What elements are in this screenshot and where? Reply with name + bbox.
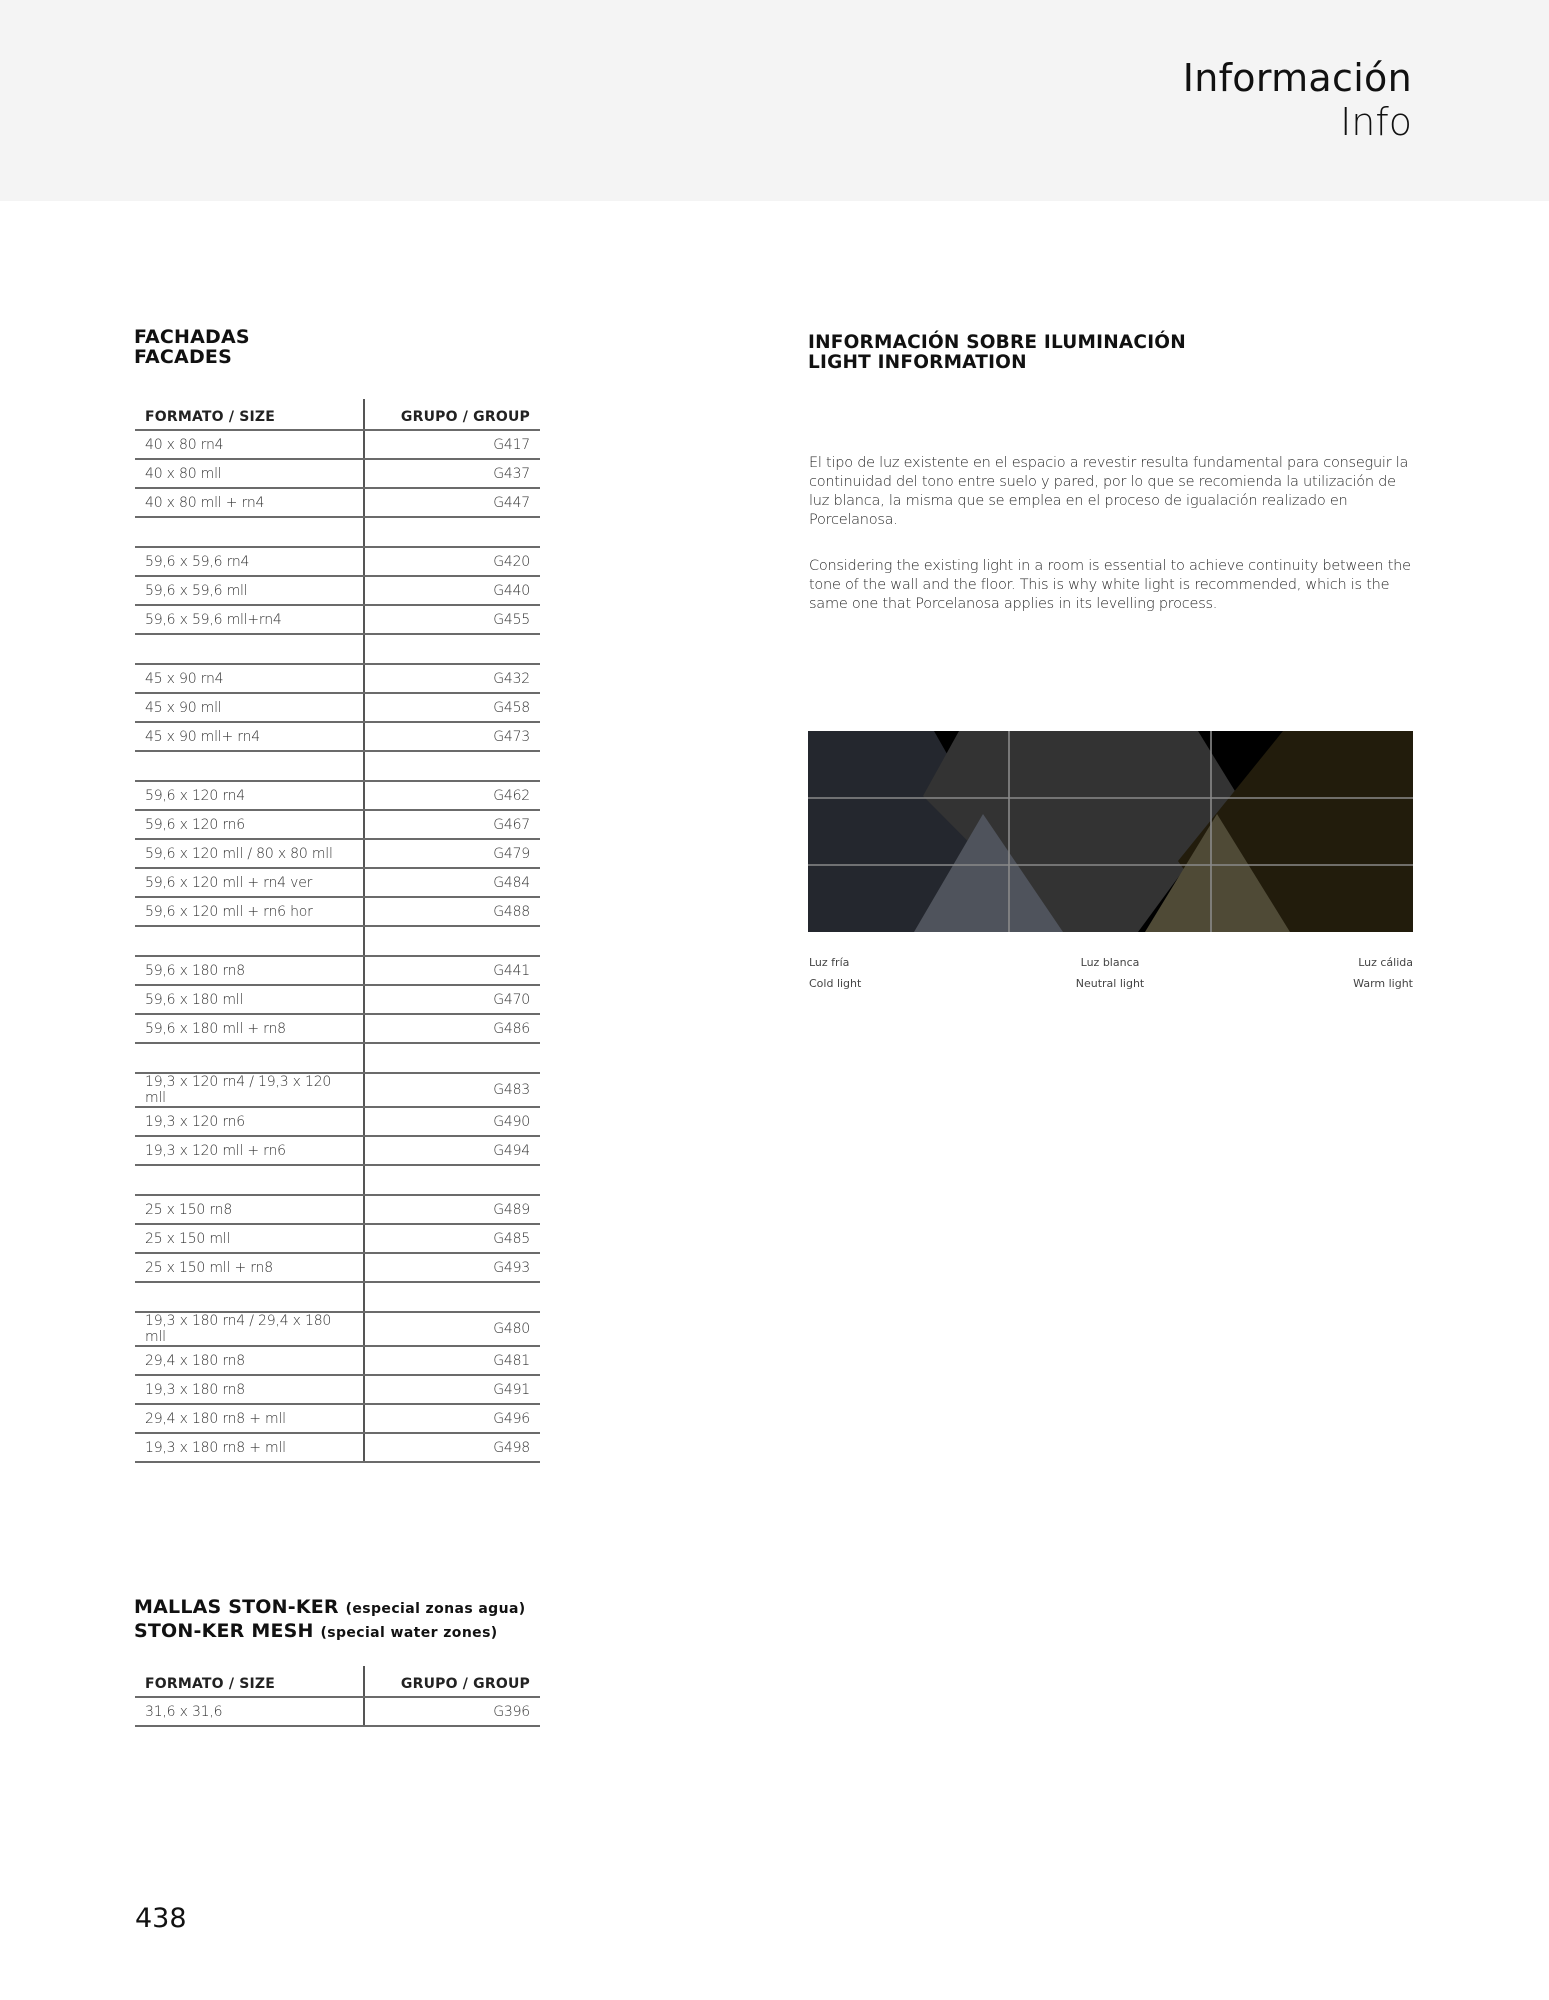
cell-group: G491 (364, 1375, 540, 1404)
cell-group: G396 (364, 1697, 540, 1726)
caption-cold (809, 956, 861, 991)
lighting-heading (808, 333, 1186, 373)
cell-group: G493 (364, 1253, 540, 1282)
cell-size: 40 x 80 mll + rn4 (135, 488, 364, 517)
facades-table-body (135, 430, 540, 1462)
table-row (135, 693, 540, 722)
cell-size (135, 926, 364, 956)
cell-size: 40 x 80 mll (135, 459, 364, 488)
cell-size: 59,6 x 120 rn4 (135, 781, 364, 810)
lighting-heading-es: INFORMACIÓN SOBRE ILUMINACIÓN (808, 332, 1186, 353)
caption-cold-en: Cold light (809, 977, 862, 990)
cell-group: G484 (364, 868, 540, 897)
table-row (135, 576, 540, 605)
cell-size: 25 x 150 mll (135, 1224, 364, 1253)
table-header-row (135, 399, 540, 430)
table-row (135, 488, 540, 517)
page-title (1183, 56, 1412, 144)
cell-size: 19,3 x 120 mll + rn6 (135, 1136, 364, 1165)
cell-size: 59,6 x 180 mll (135, 985, 364, 1014)
table-row (135, 1195, 540, 1224)
table-row (135, 1404, 540, 1433)
cell-size: 31,6 x 31,6 (135, 1697, 364, 1726)
facades-table (135, 399, 540, 1463)
table-row (135, 547, 540, 576)
cell-size: 59,6 x 59,6 rn4 (135, 547, 364, 576)
table-row (135, 956, 540, 985)
cell-size: 45 x 90 mll (135, 693, 364, 722)
table-row (135, 1253, 540, 1282)
cell-group: G417 (364, 430, 540, 459)
cell-group: G498 (364, 1433, 540, 1462)
cell-group: G467 (364, 810, 540, 839)
mesh-heading-en: STON-KER MESH (134, 1620, 314, 1642)
cell-size (135, 634, 364, 664)
cell-group: G447 (364, 488, 540, 517)
table-row (135, 1697, 540, 1726)
table-row (135, 1346, 540, 1375)
table-spacer-row (135, 751, 540, 781)
cell-size: 19,3 x 120 rn6 (135, 1107, 364, 1136)
cell-size: 59,6 x 180 mll + rn8 (135, 1014, 364, 1043)
column-header-group: GRUPO / GROUP (364, 399, 540, 430)
cell-size: 59,6 x 59,6 mll+rn4 (135, 605, 364, 634)
cell-group: G479 (364, 839, 540, 868)
page-number: 438 (135, 1903, 187, 1934)
cell-group (364, 1165, 540, 1195)
cell-size: 29,4 x 180 rn8 + mll (135, 1404, 364, 1433)
column-header-size: FORMATO / SIZE (135, 399, 364, 430)
cell-size (135, 1043, 364, 1073)
cell-group: G441 (364, 956, 540, 985)
header-band (0, 0, 1549, 201)
cell-group: G490 (364, 1107, 540, 1136)
caption-neutral (1010, 956, 1210, 991)
cell-group: G494 (364, 1136, 540, 1165)
cell-group: G485 (364, 1224, 540, 1253)
facades-heading (134, 327, 250, 367)
table-row (135, 985, 540, 1014)
cell-group (364, 926, 540, 956)
table-row (135, 1224, 540, 1253)
cell-size: 19,3 x 180 rn8 + mll (135, 1433, 364, 1462)
table-row (135, 868, 540, 897)
lighting-paragraph-es: El tipo de luz existente en el espacio a revestir resulta fundamental para conseguir la continuidad del tono entre suelo y pared, por lo que se recomienda la utilización de luz blanca, la misma que se emplea en el proceso de igualación realizado en Porcelanosa. (809, 455, 1409, 528)
cell-size (135, 517, 364, 547)
cell-group (364, 517, 540, 547)
cell-group: G455 (364, 605, 540, 634)
facades-heading-es: FACHADAS (134, 326, 250, 348)
mesh-table (135, 1666, 540, 1727)
cell-group: G440 (364, 576, 540, 605)
cell-group: G462 (364, 781, 540, 810)
lighting-paragraph-en: Considering the existing light in a room is essential to achieve continuity between the tone of the wall and the floor. This is why white light is recommended, which is the same one that Porcelanosa applies in its levelling process. (809, 558, 1411, 612)
cell-group: G470 (364, 985, 540, 1014)
caption-neutral-es: Luz blanca (1080, 956, 1140, 969)
table-row (135, 839, 540, 868)
caption-cold-es: Luz fría (809, 956, 850, 969)
table-row (135, 430, 540, 459)
cell-group: G486 (364, 1014, 540, 1043)
table-row (135, 1014, 540, 1043)
table-spacer-row (135, 1282, 540, 1312)
cell-group: G437 (364, 459, 540, 488)
table-row (135, 459, 540, 488)
table-row (135, 1073, 540, 1107)
page-title-en: Info (1340, 100, 1412, 144)
cell-size: 19,3 x 180 rn8 (135, 1375, 364, 1404)
cell-size: 59,6 x 120 mll + rn6 hor (135, 897, 364, 926)
table-spacer-row (135, 1165, 540, 1195)
column-header-size: FORMATO / SIZE (135, 1666, 364, 1697)
cell-size: 59,6 x 120 mll + rn4 ver (135, 868, 364, 897)
cell-size: 25 x 150 rn8 (135, 1195, 364, 1224)
cell-size: 45 x 90 rn4 (135, 664, 364, 693)
cell-size: 19,3 x 180 rn4 / 29,4 x 180 mll (135, 1312, 364, 1346)
table-spacer-row (135, 634, 540, 664)
cell-size: 59,6 x 59,6 mll (135, 576, 364, 605)
table-header-row (135, 1666, 540, 1697)
cell-size: 59,6 x 120 mll / 80 x 80 mll (135, 839, 364, 868)
cell-group: G489 (364, 1195, 540, 1224)
cell-group (364, 634, 540, 664)
cell-size: 59,6 x 180 rn8 (135, 956, 364, 985)
table-row (135, 664, 540, 693)
column-header-group: GRUPO / GROUP (364, 1666, 540, 1697)
cell-group: G488 (364, 897, 540, 926)
caption-warm-es: Luz cálida (1358, 956, 1413, 969)
cell-size: 29,4 x 180 rn8 (135, 1346, 364, 1375)
cell-group: G432 (364, 664, 540, 693)
caption-warm (1353, 956, 1413, 991)
cell-group: G420 (364, 547, 540, 576)
page-title-es: Información (1182, 56, 1412, 100)
mesh-heading-es-note: (especial zonas agua) (345, 1601, 526, 1617)
cell-group: G480 (364, 1312, 540, 1346)
cell-size (135, 751, 364, 781)
table-row (135, 605, 540, 634)
cell-size: 45 x 90 mll+ rn4 (135, 722, 364, 751)
caption-warm-en: Warm light (1353, 977, 1413, 990)
cell-size: 19,3 x 120 rn4 / 19,3 x 120 mll (135, 1073, 364, 1107)
cell-group (364, 1282, 540, 1312)
cell-group: G483 (364, 1073, 540, 1107)
table-row (135, 781, 540, 810)
table-spacer-row (135, 926, 540, 956)
cell-size (135, 1165, 364, 1195)
table-row (135, 722, 540, 751)
table-spacer-row (135, 1043, 540, 1073)
table-row (135, 810, 540, 839)
cell-group: G496 (364, 1404, 540, 1433)
table-row (135, 1107, 540, 1136)
lighting-heading-en: LIGHT INFORMATION (808, 352, 1027, 373)
table-row (135, 897, 540, 926)
mesh-heading-es: MALLAS STON-KER (134, 1596, 339, 1618)
table-row (135, 1375, 540, 1404)
cell-group (364, 1043, 540, 1073)
cell-group: G458 (364, 693, 540, 722)
table-row (135, 1136, 540, 1165)
facades-heading-en: FACADES (134, 346, 232, 368)
cell-size: 40 x 80 rn4 (135, 430, 364, 459)
cell-size: 25 x 150 mll + rn8 (135, 1253, 364, 1282)
mesh-heading-en-note: (special water zones) (320, 1625, 498, 1641)
cell-group: G481 (364, 1346, 540, 1375)
mesh-heading (134, 1597, 526, 1643)
mesh-table-body (135, 1697, 540, 1726)
cell-group: G473 (364, 722, 540, 751)
table-spacer-row (135, 517, 540, 547)
cell-size (135, 1282, 364, 1312)
table-row (135, 1433, 540, 1462)
light-beams-illustration (808, 731, 1413, 932)
cell-size: 59,6 x 120 rn6 (135, 810, 364, 839)
light-comparison-figure (808, 731, 1413, 932)
cell-group (364, 751, 540, 781)
caption-neutral-en: Neutral light (1075, 977, 1145, 990)
table-row (135, 1312, 540, 1346)
